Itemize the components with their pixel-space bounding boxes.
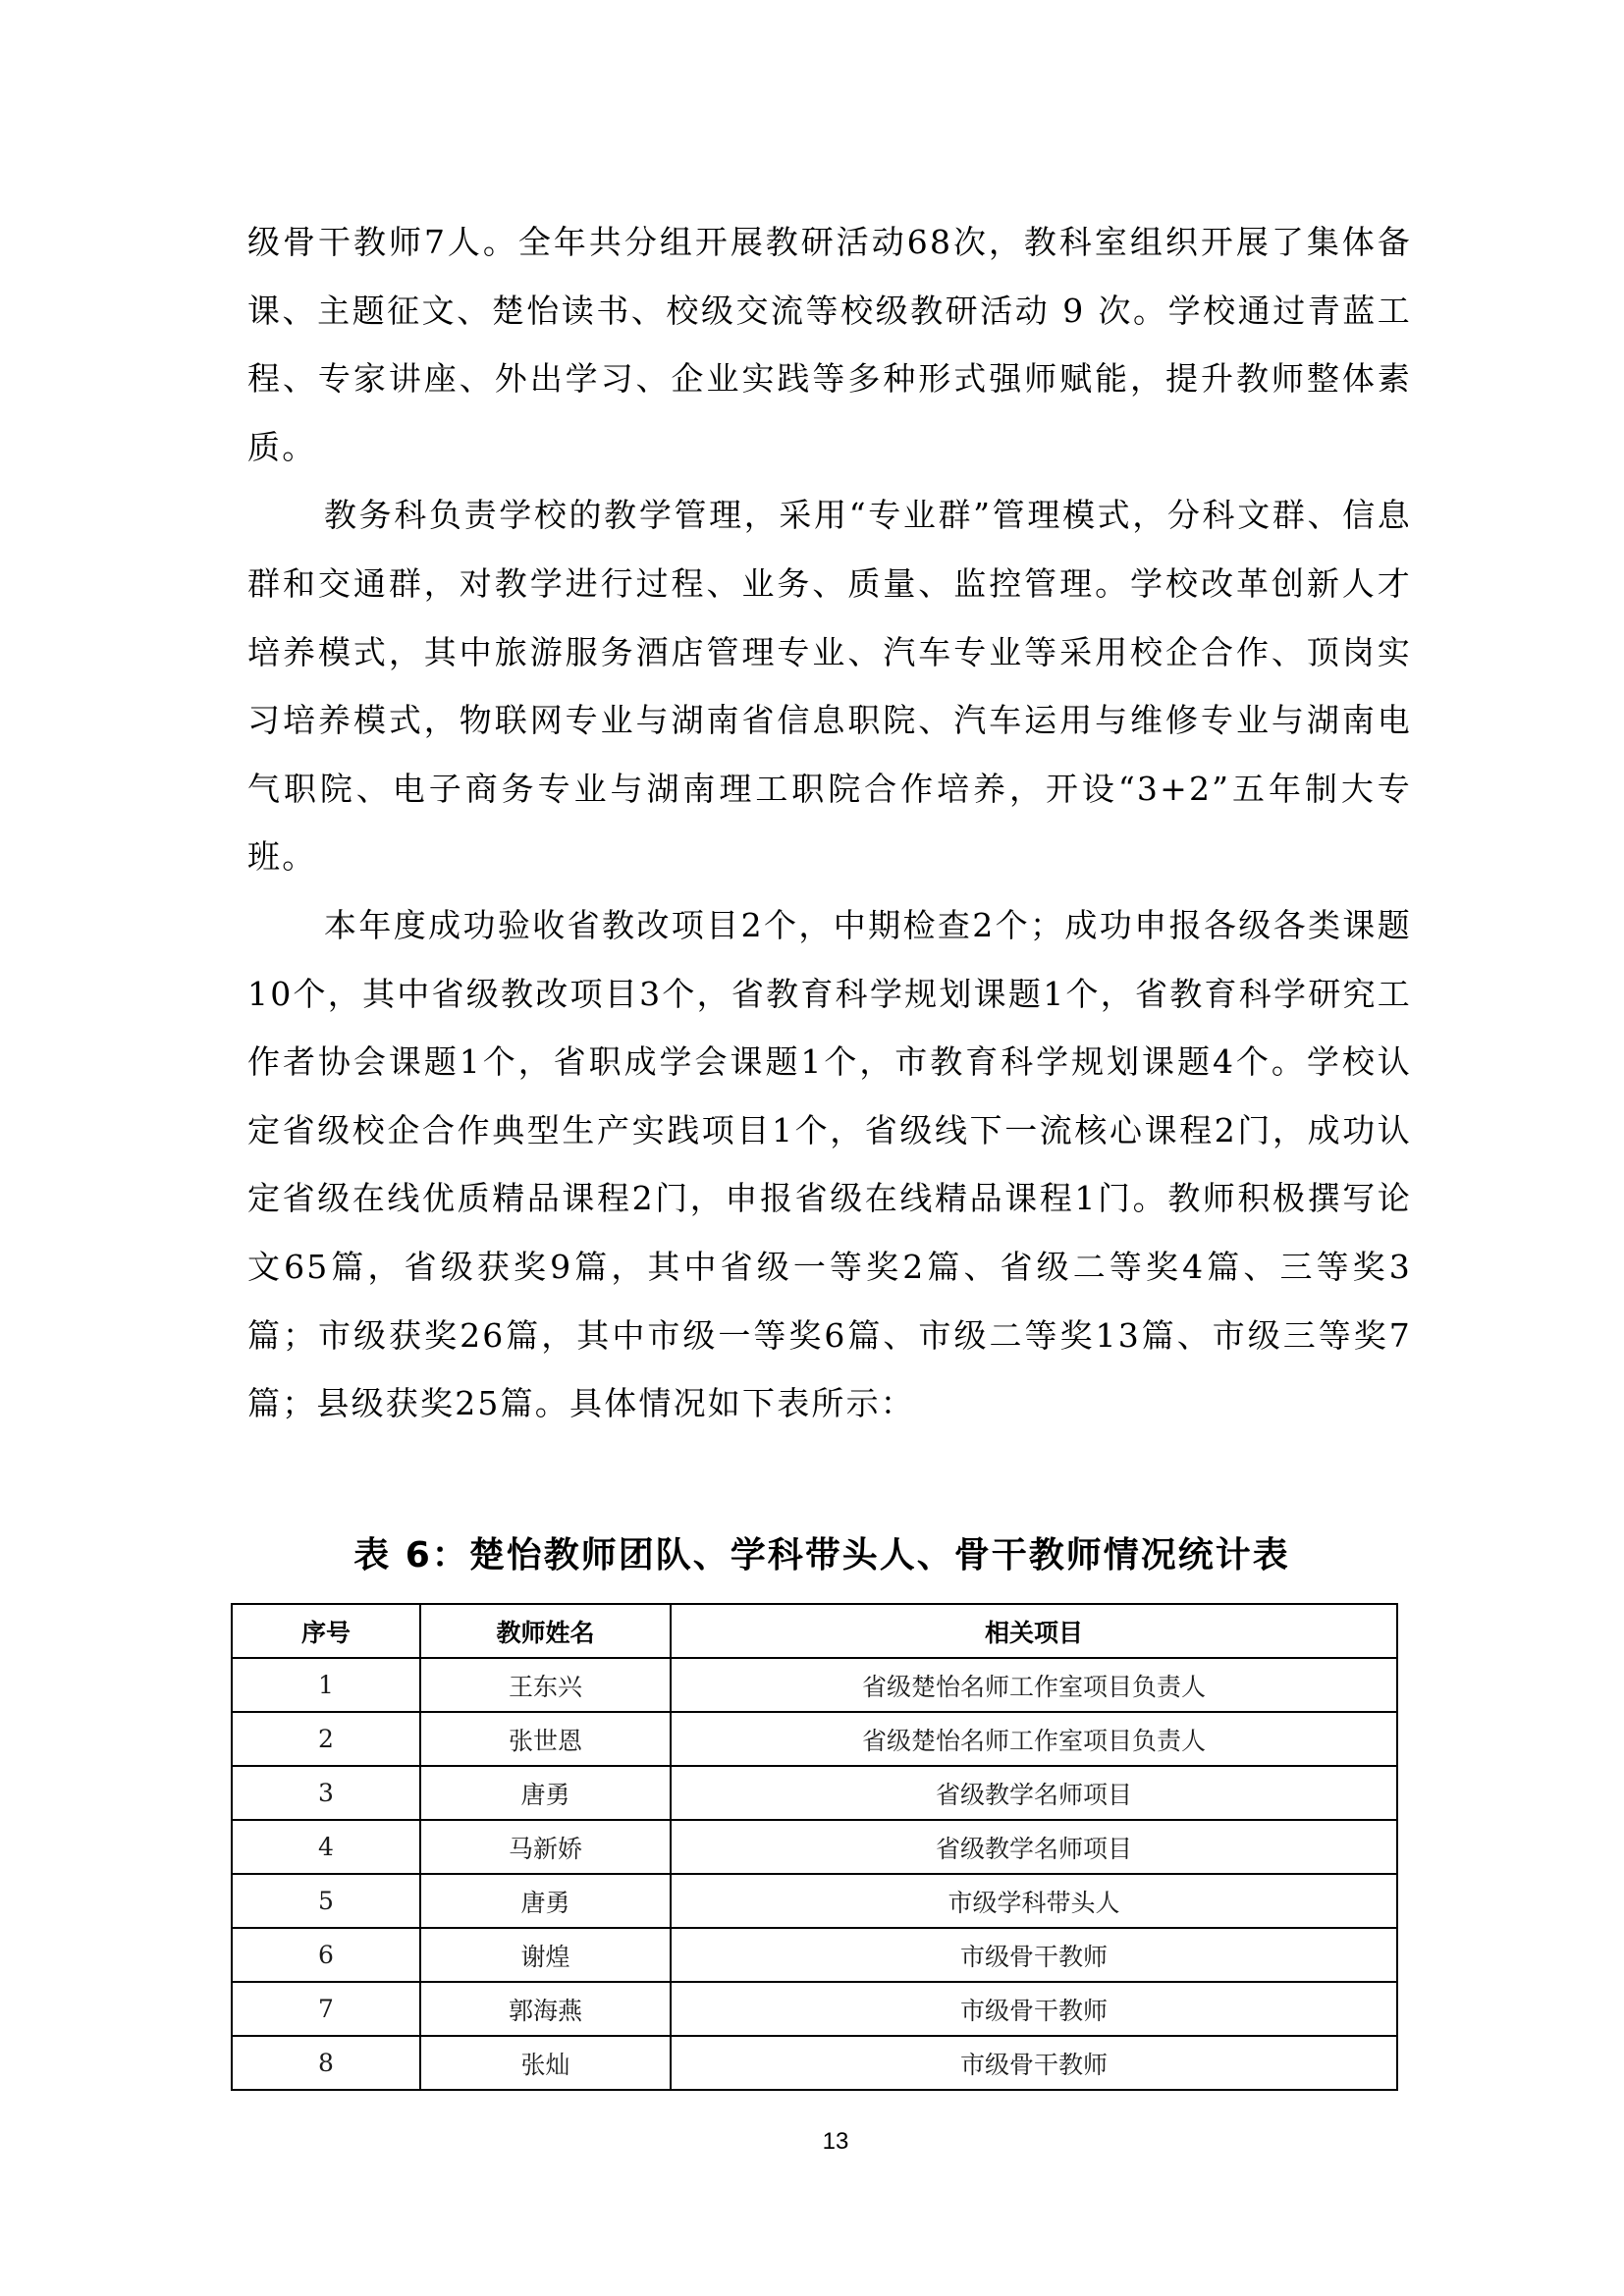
paragraph-teacher-development: 级骨干教师7人。全年共分组开展教研活动68次，教科室组织开展了集体备课、主题征文、楚怡读书、校级交流等校级教研活动 9 次。学校通过青蓝工程、专家讲座、外出学习、企业实践等多种形式强师赋能，提升教师整体素质。 [247,223,1412,466]
cell-teacher-name: 唐勇 [420,1874,671,1928]
paragraph-research-projects: 本年度成功验收省教改项目2个，中期检查2个；成功申报各级各类课题10个，其中省级教改项目3个，省教育科学规划课题1个，省教育科学研究工作者协会课题1个，省职成学会课题1个，市教育科学规划课题4个。学校认定省级校企合作典型生产实践项目1个，省级线下一流核心课程2门，成功认定省级在线优质精品课程2门，申报省级在线精品课程1门。教师积极撰写论文65篇，省级获奖9篇，其中省级一等奖2篇、省级二等奖4篇、三等奖3篇；市级获奖26篇，其中市级一等奖6篇、市级二等奖13篇、市级三等奖7篇；县级获奖25篇。具体情况如下表所示： [247,905,1412,1423]
cell-index: 7 [232,1982,420,2036]
table-caption: 表 6：楚怡教师团队、学科带头人、骨干教师情况统计表 [353,1535,1290,1575]
cell-related-project: 市级骨干教师 [671,1982,1397,2036]
table-row [232,1766,1397,1820]
cell-related-project: 省级楚怡名师工作室项目负责人 [671,1658,1397,1712]
cell-related-project: 省级教学名师项目 [671,1820,1397,1874]
cell-teacher-name: 郭海燕 [420,1982,671,2036]
header-teacher-name: 教师姓名 [420,1604,671,1658]
cell-index: 8 [232,2036,420,2090]
cell-teacher-name: 谢煌 [420,1928,671,1982]
paragraph-teaching-management: 教务科负责学校的教学管理，采用“专业群”管理模式，分科文群、信息群和交通群，对教学进行过程、业务、质量、监控管理。学校改革创新人才培养模式，其中旅游服务酒店管理专业、汽车专业等采用校企合作、顶岗实习培养模式，物联网专业与湖南省信息职院、汽车运用与维修专业与湖南电气职院、电子商务专业与湖南理工职院合作培养，开设“3+2”五年制大专班。 [247,496,1412,877]
cell-teacher-name: 唐勇 [420,1766,671,1820]
cell-index: 4 [232,1820,420,1874]
cell-index: 6 [232,1928,420,1982]
cell-teacher-name: 王东兴 [420,1658,671,1712]
cell-related-project: 市级学科带头人 [671,1874,1397,1928]
table-row [232,1928,1397,1982]
page-number: 13 [822,2128,849,2155]
table-row [232,1874,1397,1928]
table-row [232,1658,1397,1712]
cell-teacher-name: 张世恩 [420,1712,671,1766]
cell-teacher-name: 马新娇 [420,1820,671,1874]
table-header-row [232,1604,1397,1658]
table-row [232,1712,1397,1766]
cell-related-project: 省级楚怡名师工作室项目负责人 [671,1712,1397,1766]
table-row [232,1820,1397,1874]
cell-index: 3 [232,1766,420,1820]
table-row [232,1982,1397,2036]
teacher-statistics-table [231,1603,1398,2091]
cell-related-project: 市级骨干教师 [671,1928,1397,1982]
cell-index: 2 [232,1712,420,1766]
cell-index: 5 [232,1874,420,1928]
header-related-project: 相关项目 [671,1604,1397,1658]
header-index: 序号 [232,1604,420,1658]
cell-index: 1 [232,1658,420,1712]
cell-related-project: 省级教学名师项目 [671,1766,1397,1820]
table-row [232,2036,1397,2090]
body-text [247,208,1412,1438]
cell-related-project: 市级骨干教师 [671,2036,1397,2090]
cell-teacher-name: 张灿 [420,2036,671,2090]
